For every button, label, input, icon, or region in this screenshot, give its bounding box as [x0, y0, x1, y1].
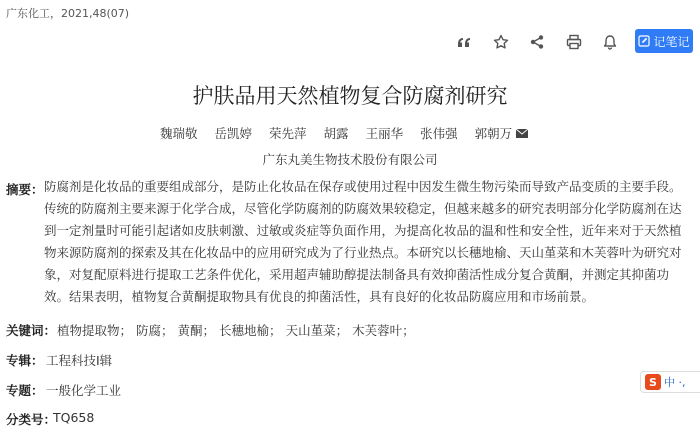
paper-title: 护肤品用天然植物复合防腐剂研究 — [192, 84, 508, 108]
share-icon[interactable] — [525, 31, 549, 53]
author-link[interactable]: 郭朝万 — [474, 126, 513, 141]
topic-section — [6, 381, 121, 399]
author-link[interactable]: 荣先萍 — [269, 126, 307, 141]
keyword-link[interactable]: 长穗地榆； — [219, 323, 282, 338]
author-link[interactable]: 王丽华 — [365, 126, 404, 141]
bell-icon[interactable] — [598, 31, 622, 53]
topic-value: 一般化学工业 — [46, 383, 122, 398]
organization-link[interactable]: 广东丸美生物技术股份有限公司 — [262, 152, 438, 167]
quote-icon[interactable] — [452, 31, 476, 53]
keyword-link[interactable]: 天山堇菜； — [285, 323, 349, 338]
keyword-link[interactable]: 木芙蓉叶； — [352, 323, 415, 338]
classification-label: 分类号： — [6, 412, 57, 427]
sogou-logo-icon: S — [645, 374, 661, 390]
author-link[interactable]: 岳凯婷 — [214, 126, 253, 141]
abstract-text: 防腐剂是化妆品的重要组成部分，是防止化妆品在保存或使用过程中因发生微生物污染而导致产品变质的主要手段。传统的防腐剂主要来源于化学合成，尽管化学防腐剂的防腐效果较稳定，但越来越多的研究表明部分化学防腐剂在达到一定剂量时可能引起诸如皮肤刺激、过敏或炎症等负面作用，为提高化妆品的温和性和安全性，近年来对于天然植物来源防腐剂的探索及其在化妆品中的应用研究成为了行业热点。本研究以长穗地榆、天山堇菜和木芙蓉叶为研究对象，对复配原料进行提取工艺条件优化，采用超声辅助醇提法制备具有效抑菌活性成分复合黄酮，并测定其抑菌功效。结果表明，植物复合黄酮提取物具有优良的抑菌活性，具有良好的化妆品防腐应用和市场前景。 — [44, 179, 682, 304]
keywords-section — [6, 321, 415, 339]
keyword-link[interactable]: 黄酮； — [177, 323, 216, 338]
toolbar — [452, 31, 635, 53]
edit-icon — [638, 35, 650, 47]
print-icon[interactable] — [562, 31, 586, 53]
star-icon[interactable] — [489, 31, 513, 53]
mail-icon[interactable] — [516, 129, 528, 138]
topic-label: 专题： — [6, 383, 44, 398]
ime-mode-text: 中 ·, — [664, 376, 686, 389]
author-link[interactable]: 魏瑞敬 — [160, 126, 198, 141]
ime-toolbar[interactable] — [640, 371, 700, 393]
abstract-label: 摘要： — [6, 182, 44, 197]
keywords-label: 关键词： — [6, 323, 57, 338]
album-value: 工程科技Ⅰ辑 — [46, 353, 113, 368]
journal-source: 广东化工，2021,48(07) — [6, 7, 130, 20]
abstract-section — [6, 180, 692, 308]
classification-value: TQ658 — [53, 410, 95, 425]
author-link[interactable]: 张伟强 — [420, 126, 458, 141]
take-note-label: 记笔记 — [653, 34, 690, 49]
author-list — [160, 124, 528, 142]
classification-section — [6, 410, 94, 428]
author-link[interactable]: 胡露 — [323, 126, 349, 141]
keyword-link[interactable]: 植物提取物； — [57, 323, 133, 338]
album-section — [6, 351, 112, 369]
album-label: 专辑： — [6, 353, 44, 368]
take-note-button[interactable] — [635, 29, 693, 53]
keyword-link[interactable]: 防腐； — [136, 323, 174, 338]
